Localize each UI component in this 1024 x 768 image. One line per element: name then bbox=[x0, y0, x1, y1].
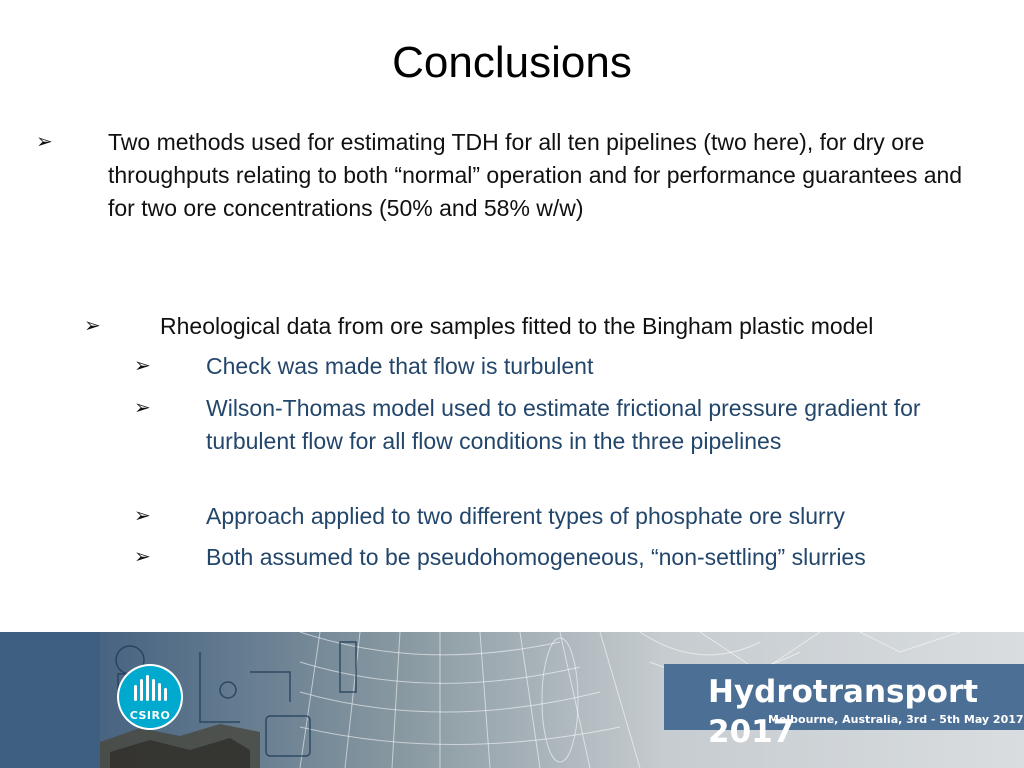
arrow-bullet-icon: ➢ bbox=[134, 397, 151, 419]
bullet-item-rheology bbox=[84, 310, 984, 343]
event-subtitle: Melbourne, Australia, 3rd - 5th May 2017 bbox=[768, 713, 1024, 726]
sub-bullet-text: Check was made that flow is turbulent bbox=[206, 353, 594, 379]
sub-bullet-text: Approach applied to two different types of phosphate ore slurry bbox=[206, 503, 845, 529]
arrow-bullet-icon: ➢ bbox=[36, 131, 53, 153]
arrow-bullet-icon: ➢ bbox=[84, 315, 101, 337]
arrow-bullet-icon: ➢ bbox=[134, 355, 151, 377]
arrow-bullet-icon: ➢ bbox=[134, 505, 151, 527]
sub-bullet-text: Both assumed to be pseudohomogeneous, “non-settling” slurries bbox=[206, 544, 866, 570]
sub-bullet-item bbox=[134, 350, 984, 383]
sub-bullet-item bbox=[134, 541, 994, 574]
sub-bullet-item bbox=[134, 392, 934, 458]
bullet-item-methods bbox=[36, 126, 976, 225]
bullet-text: Rheological data from ore samples fitted to the Bingham plastic model bbox=[160, 313, 874, 339]
csiro-logo-label: CSIRO bbox=[129, 709, 171, 722]
slide-title: Conclusions bbox=[392, 38, 632, 87]
sub-bullet-text: Wilson-Thomas model used to estimate frictional pressure gradient for turbulent flow for all flow conditions in the three pipelines bbox=[206, 395, 921, 454]
event-title: Hydrotransport 2017 bbox=[708, 674, 979, 750]
arrow-bullet-icon: ➢ bbox=[134, 546, 151, 568]
bullet-text: Two methods used for estimating TDH for all ten pipelines (two here), for dry ore throughputs relating to both “normal” operation and for performance guarantees and for two ore concentrations (50% and 58% w/w) bbox=[108, 129, 963, 221]
sub-bullet-item bbox=[134, 500, 984, 533]
